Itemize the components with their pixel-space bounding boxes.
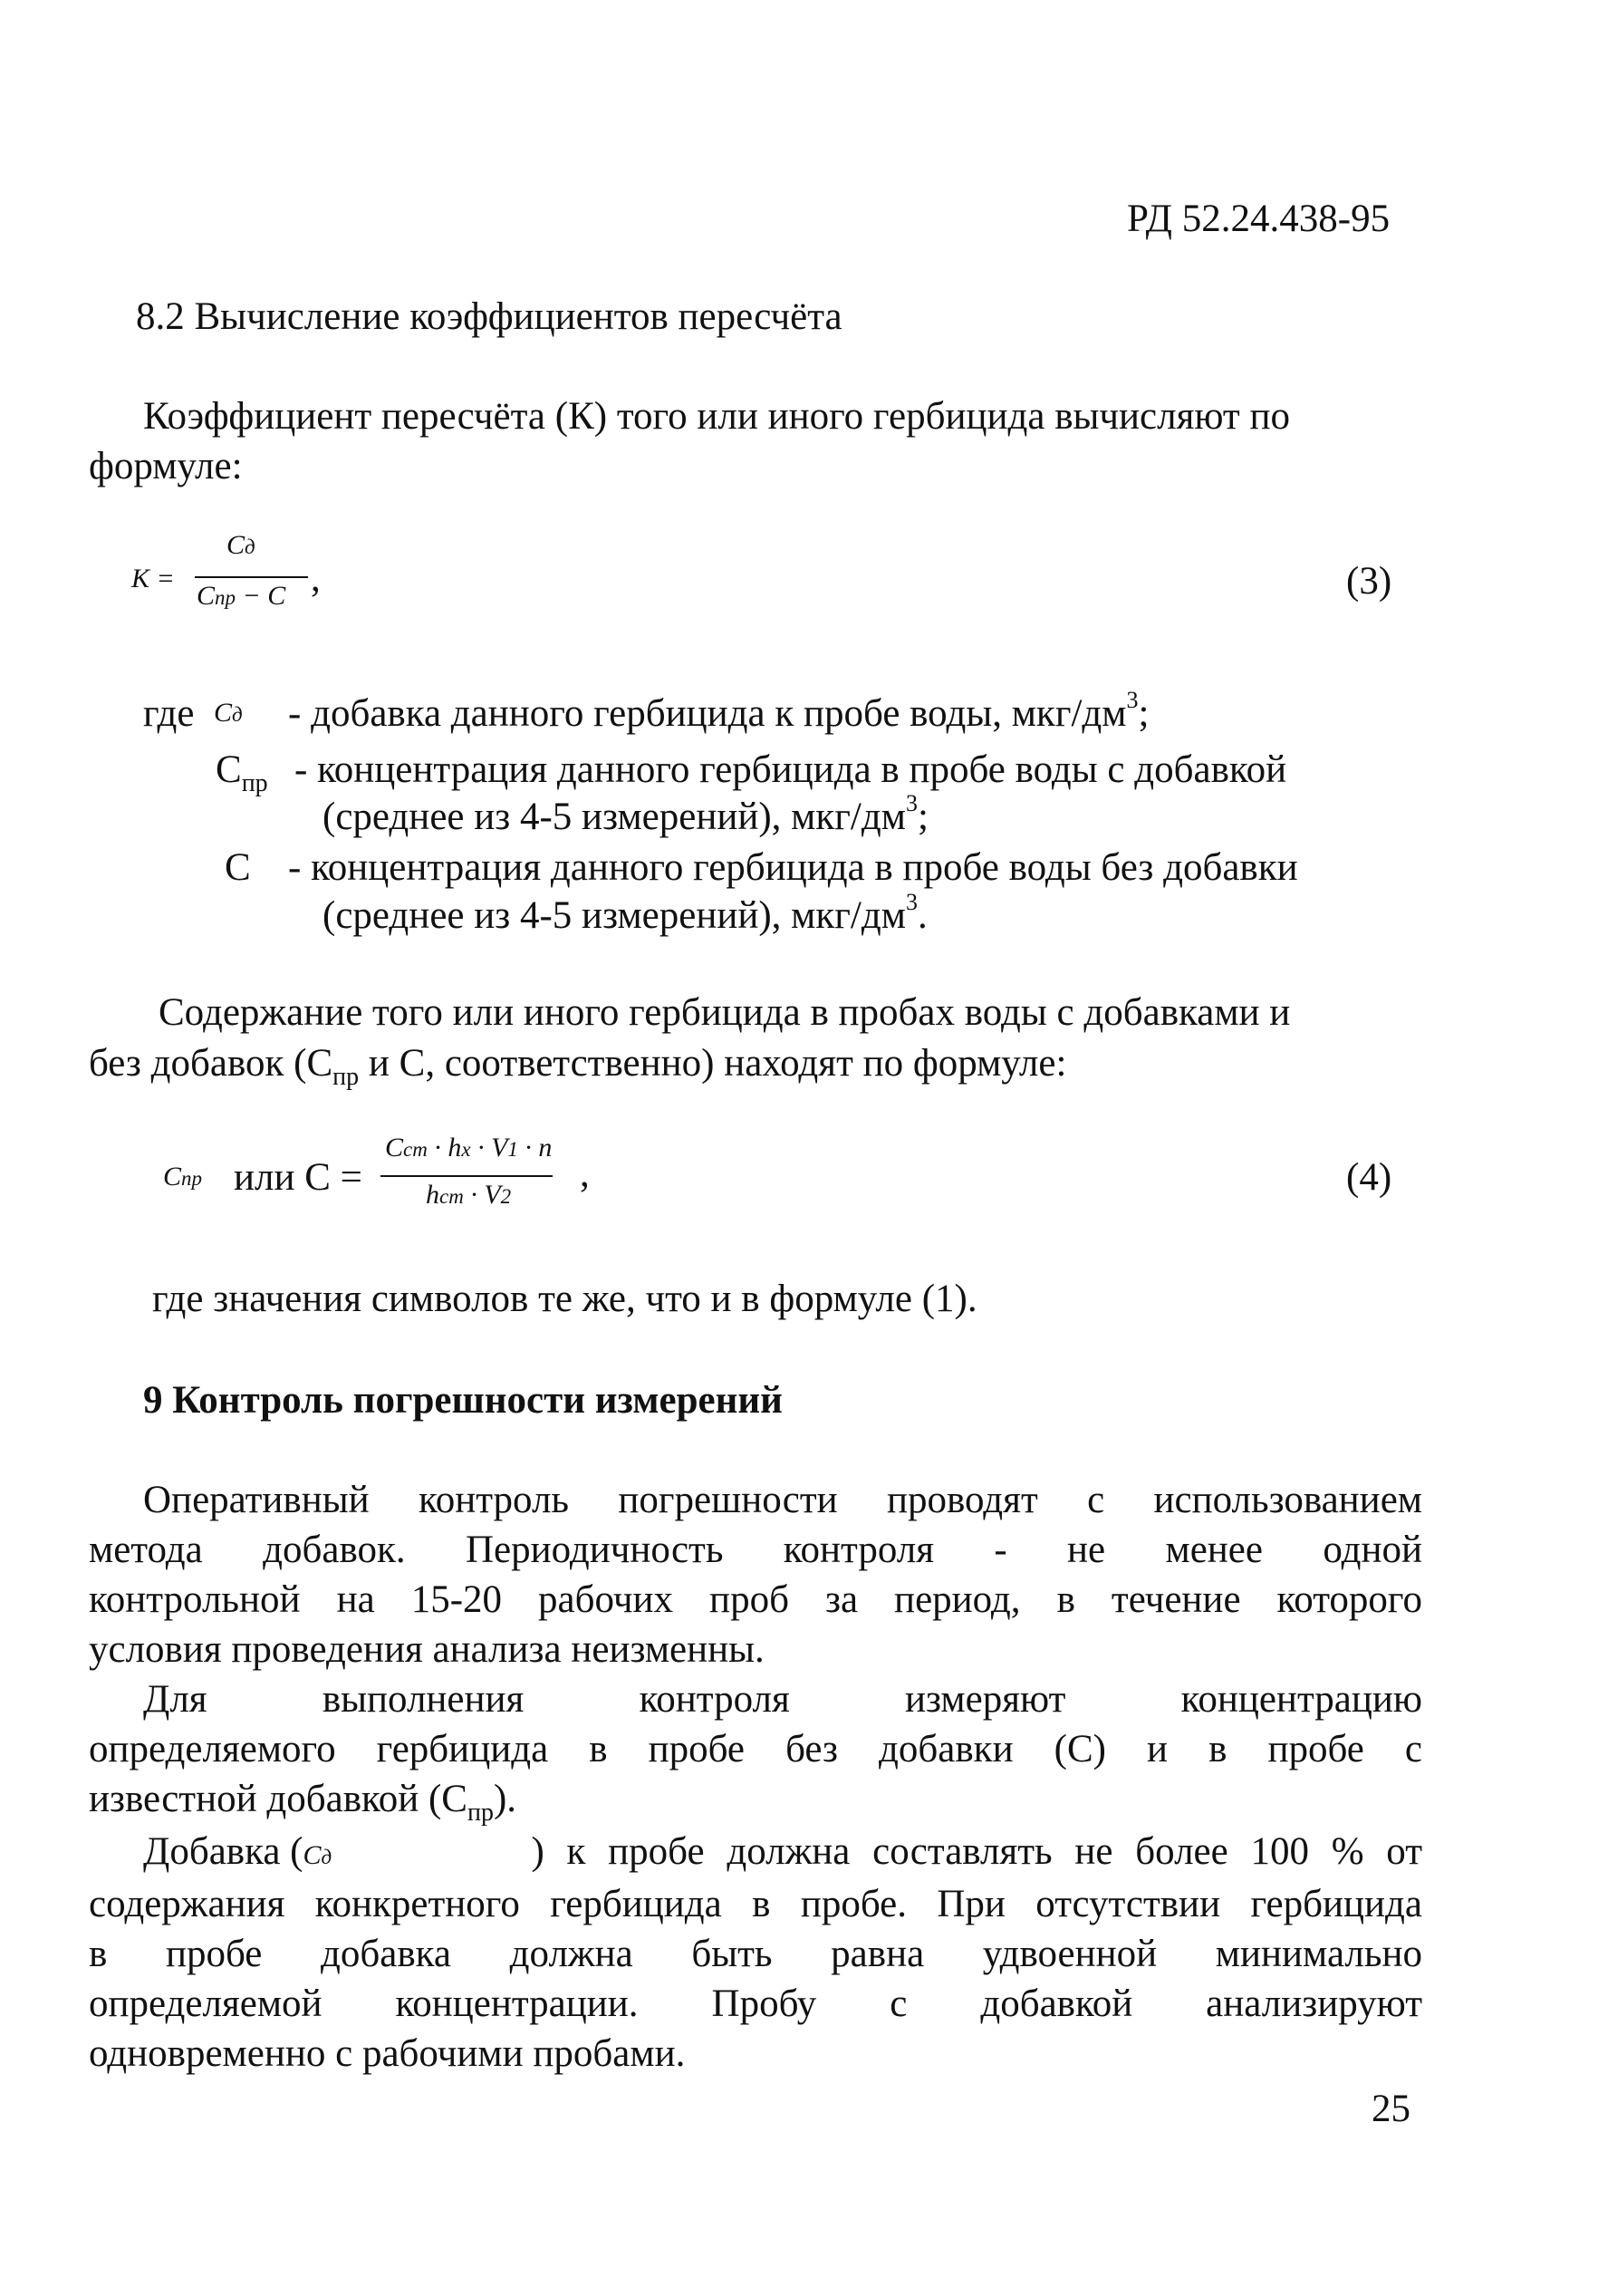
intro-line-2: формуле:	[89, 445, 243, 487]
formula-4-c-pr: Cпр	[163, 1162, 203, 1191]
formula-3-number: (3)	[1346, 560, 1392, 603]
formula-3-comma: ,	[311, 557, 321, 600]
legend-symbol-cpr: $C_{пр}$	[216, 748, 268, 797]
formula-3	[131, 530, 358, 648]
section-9-heading: 9 Контроль погрешности измерений	[143, 1379, 783, 1422]
content-paragraph-line-2: без добавок ($С_{пр}$ и С, соответственно) находят по формуле:	[89, 1042, 1067, 1091]
intro-line-1: Коэффициент пересчёта (К) того или иного гербицида вычисляют по	[143, 395, 1290, 438]
section-9-p3-line-2: содержания конкретного гербицида в пробе. При отсутствии гербицида	[89, 1883, 1422, 1925]
legend-desc-3-line-2: (среднее из 4-5 измерений), мкг/$дм^3$.	[322, 889, 928, 937]
section-9-p2-line-1: Для выполнения контроля измеряют концентрацию	[143, 1678, 1422, 1721]
document-code: РД 52.24.438-95	[1127, 198, 1391, 240]
formula-3-numerator: Cд	[226, 530, 255, 560]
formula-4-denominator: hст · V2	[426, 1180, 512, 1210]
section-9-p1-line-2: метода добавок. Периодичность контроля - не менее одной	[89, 1529, 1422, 1571]
section-9-p3-line-5: одновременно с рабочими пробами.	[89, 2032, 686, 2075]
section-9-p3-line-4: определяемой концентрации. Пробу с добавкой анализируют	[89, 1982, 1422, 2025]
formula-4-numerator: Cст · hх · V1 · n	[385, 1133, 553, 1162]
formula-4	[163, 1133, 634, 1232]
legend-desc-2-line-2: (среднее из 4-5 измерений), мкг/$дм^3$;	[322, 790, 929, 838]
section-8-2-heading: 8.2 Вычисление коэффициентов пересчёта	[136, 295, 842, 338]
legend-symbol-cd: Cд	[214, 698, 243, 728]
legend-symbol-c: C	[225, 846, 251, 889]
content-paragraph-line-1: Содержание того или иного гербицида в пробах воды с добавками и	[159, 991, 1291, 1034]
legend-desc-1: - добавка данного гербицида к пробе воды, мкг/$дм^3$;	[288, 687, 1150, 735]
legend-desc-3-line-1: - концентрация данного гербицида в пробе воды без добавки	[288, 846, 1298, 889]
legend-desc-2-line-1: - концентрация данного гербицида в пробе воды с добавкой	[294, 748, 1287, 791]
legend-where: где	[143, 692, 195, 735]
section-9-p1-line-3: контрольной на 15-20 рабочих проб за период, в течение которого	[89, 1578, 1422, 1621]
formula-4-number: (4)	[1346, 1156, 1392, 1199]
section-9-p1-line-4: условия проведения анализа неизменны.	[89, 1628, 765, 1671]
section-9-p2-line-2: определяемого гербицида в пробе без добавки (С) и в пробе с	[89, 1728, 1422, 1770]
formula-4-comma: ,	[580, 1153, 590, 1195]
formula-4-note: где значения символов те же, что и в формуле (1).	[152, 1278, 977, 1320]
section-9-p3-line-1: Добавка (Cд ) к пробе должна составлять не более 100 % от	[143, 1830, 1422, 1873]
formula-4-or: или С =	[234, 1156, 362, 1199]
section-9-p3-line-3: в пробе добавка должна быть равна удвоенной минимально	[89, 1933, 1422, 1975]
page-number: 25	[1372, 2088, 1410, 2130]
section-9-p2-line-3: известной добавкой $(С_{пр})$.	[89, 1778, 517, 1827]
section-9-p1-line-1: Оперативный контроль погрешности проводят с использованием	[143, 1479, 1422, 1521]
formula-4-fraction-bar	[380, 1175, 553, 1177]
formula-3-lhs: K =	[131, 564, 175, 593]
formula-3-fraction-bar	[195, 576, 308, 578]
formula-3-denominator: Cпр − C	[197, 581, 286, 611]
